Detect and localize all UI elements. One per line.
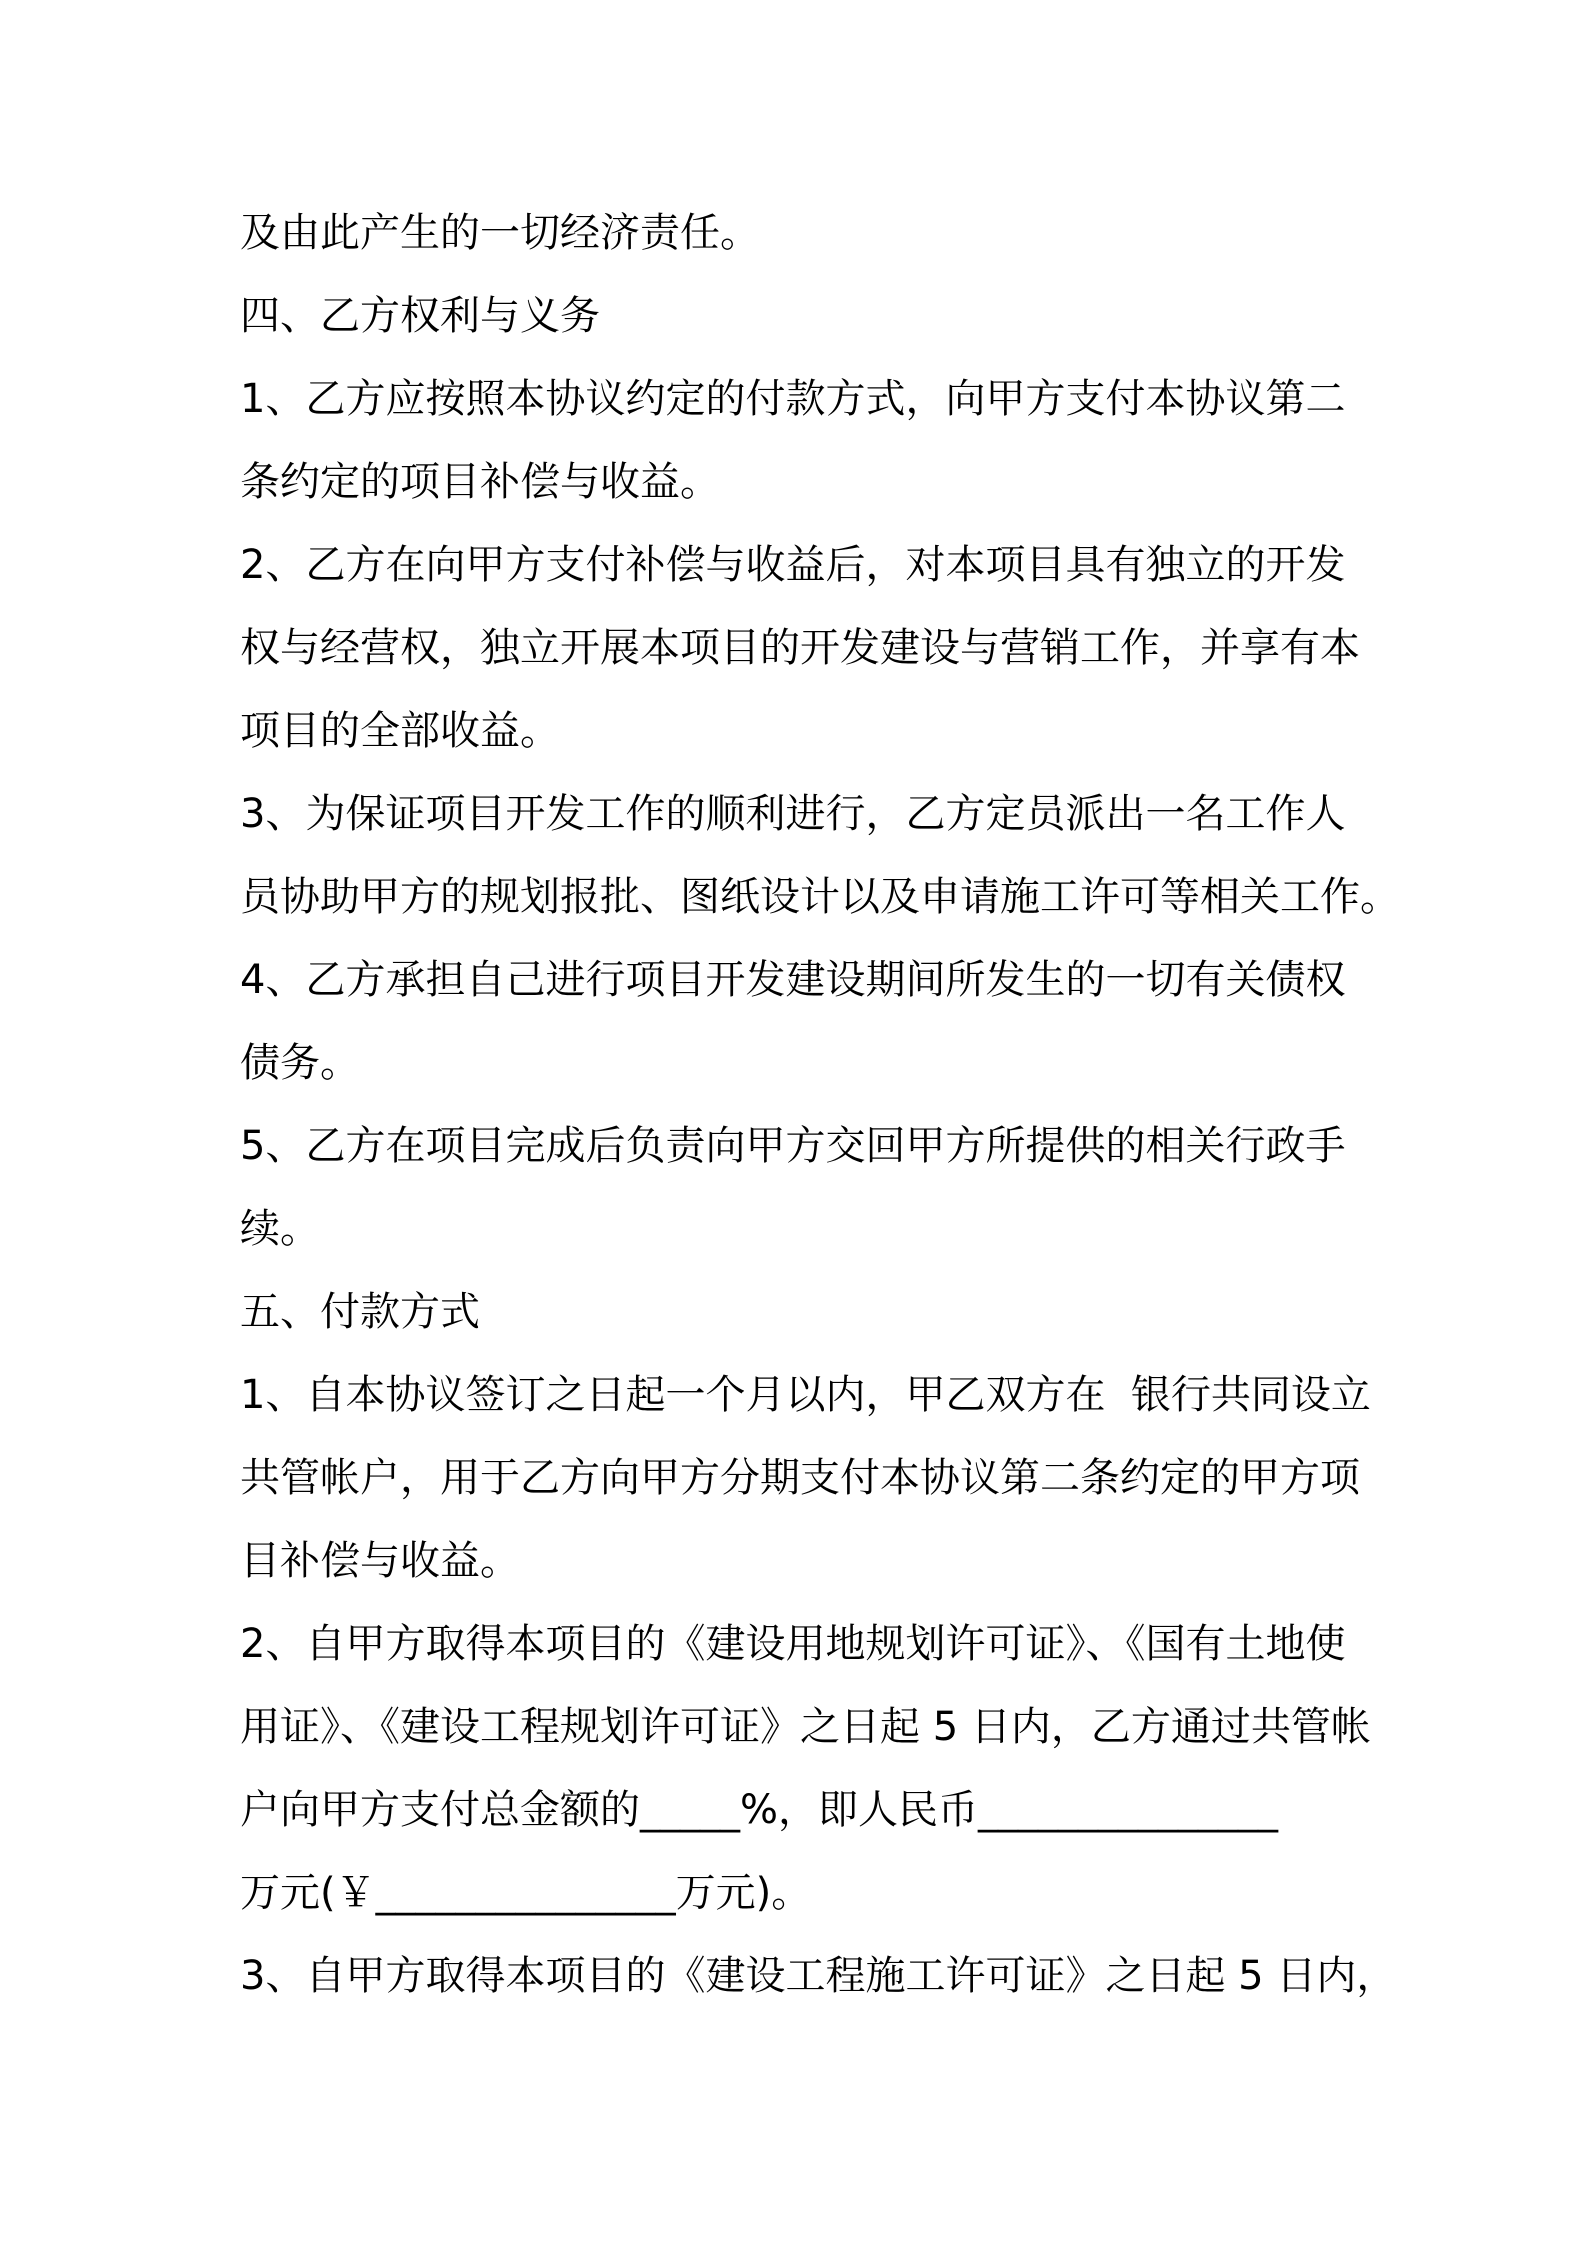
text-line: 项目的全部收益。 [240, 708, 560, 754]
text-line: 5、乙方在项目完成后负责向甲方交回甲方所提供的相关行政手 [240, 1123, 1346, 1169]
text-line: 户向甲方支付总金额的_____%，即人民币_______________ [240, 1787, 1279, 1833]
text-line: 及由此产生的一切经济责任。 [240, 210, 760, 256]
text-line: 3、自甲方取得本项目的《建设工程施工许可证》之日起 5 日内， [240, 1953, 1397, 1999]
text-line: 1、自本协议签订之日起一个月以内，甲乙双方在 银行共同设立 [240, 1372, 1371, 1418]
text-line: 续。 [240, 1206, 320, 1252]
text-line: 2、乙方在向甲方支付补偿与收益后，对本项目具有独立的开发 [240, 542, 1346, 588]
text-line: 共管帐户，用于乙方向甲方分期支付本协议第二条约定的甲方项 [240, 1455, 1360, 1501]
text-line: 员协助甲方的规划报批、图纸设计以及申请施工许可等相关工作。 [240, 874, 1400, 920]
text-line: 1、乙方应按照本协议约定的付款方式，向甲方支付本协议第二 [240, 376, 1346, 422]
text-line: 3、为保证项目开发工作的顺利进行，乙方定员派出一名工作人 [240, 791, 1346, 837]
text-line: 2、自甲方取得本项目的《建设用地规划许可证》、《国有土地使 [240, 1621, 1346, 1667]
text-line: 万元(￥_______________万元)。 [240, 1870, 812, 1916]
section-heading: 四、乙方权利与义务 [240, 293, 600, 339]
text-line: 权与经营权，独立开展本项目的开发建设与营销工作，并享有本 [240, 625, 1360, 671]
text-line: 债务。 [240, 1040, 360, 1086]
document-body [240, 192, 1400, 2018]
section-heading: 五、付款方式 [240, 1289, 480, 1335]
text-line: 4、乙方承担自己进行项目开发建设期间所发生的一切有关债权 [240, 957, 1346, 1003]
text-line: 条约定的项目补偿与收益。 [240, 459, 720, 505]
text-line: 用证》、《建设工程规划许可证》之日起 5 日内，乙方通过共管帐 [240, 1704, 1371, 1750]
text-line: 目补偿与收益。 [240, 1538, 520, 1584]
